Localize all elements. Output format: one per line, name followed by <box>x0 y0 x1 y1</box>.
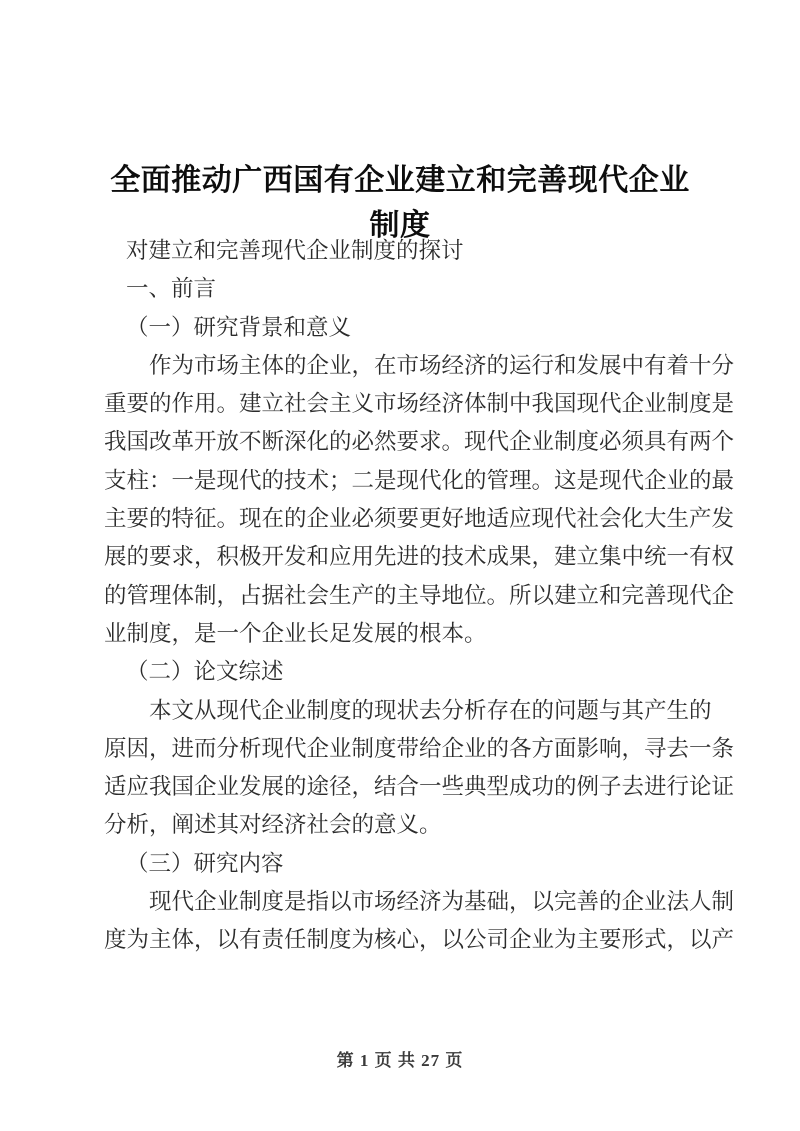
page-number-footer: 第 1 页 共 27 页 <box>336 1051 464 1070</box>
paragraph-3-line: 度为主体，以有责任制度为核心，以公司企业为主要形式，以产 <box>104 927 735 953</box>
document-body <box>104 232 735 960</box>
paragraph-1-line: 支柱：一是现代的技术；二是现代化的管理。这是现代企业的最 <box>104 467 735 493</box>
paragraph-1-line: 重要的作用。建立社会主义市场经济体制中我国现代企业制度是 <box>104 391 735 417</box>
page-title: 全面推动广西国有企业建立和完善现代企业制度 <box>110 163 690 244</box>
heading-section-1: 一、前言 <box>126 276 217 302</box>
heading-sub-1-2: （二）论文综述 <box>126 659 284 685</box>
paragraph-1-line: 作为市场主体的企业，在市场经济的运行和发展中有着十分 <box>149 352 735 378</box>
paragraph-1-line: 业制度，是一个企业长足发展的根本。 <box>104 620 487 646</box>
paragraph-1-line: 主要的特征。现在的企业必须要更好地适应现代社会化大生产发 <box>104 506 735 532</box>
paragraph-2-line: 适应我国企业发展的途径，结合一些典型成功的例子去进行论证 <box>104 774 735 800</box>
document-subtitle: 对建立和完善现代企业制度的探讨 <box>126 238 464 263</box>
heading-sub-1-3: （三）研究内容 <box>126 850 284 876</box>
paragraph-3-line: 现代企业制度是指以市场经济为基础，以完善的企业法人制 <box>149 889 735 915</box>
paragraph-2-line: 本文从现代企业制度的现状去分析存在的问题与其产生的 <box>149 697 712 723</box>
heading-sub-1-1: （一）研究背景和意义 <box>126 314 352 340</box>
paragraph-1-line: 展的要求，积极开发和应用先进的技术成果，建立集中统一有权 <box>104 544 735 570</box>
paragraph-1-line: 的管理体制，占据社会生产的主导地位。所以建立和完善现代企 <box>104 582 735 608</box>
paragraph-2-line: 原因，进而分析现代企业制度带给企业的各方面影响，寻去一条 <box>104 735 735 761</box>
paragraph-2-line: 分析，阐述其对经济社会的意义。 <box>104 812 442 838</box>
paragraph-1-line: 我国改革开放不断深化的必然要求。现代企业制度必须具有两个 <box>104 429 735 455</box>
